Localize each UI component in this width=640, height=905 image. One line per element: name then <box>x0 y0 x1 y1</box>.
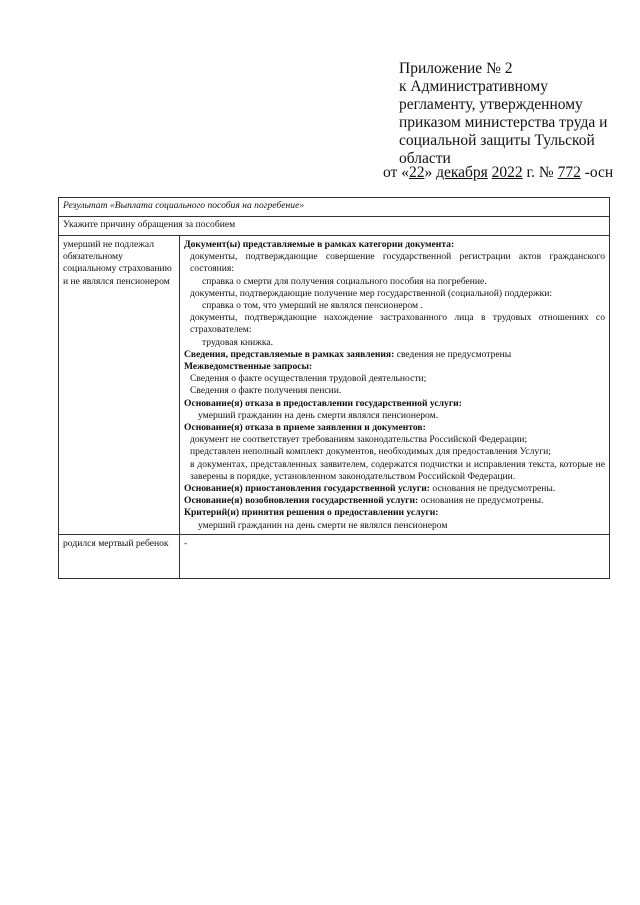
criteria-heading: Критерий(и) принятия решения о предоставлении услуги: <box>184 507 439 519</box>
interagency-item: Сведения о факте осуществления трудовой деятельности; <box>190 373 427 385</box>
header-line-4: приказом министерства труда и <box>399 114 608 131</box>
refuse-accept-heading: Основание(я) отказа в приеме заявления и документов: <box>184 422 426 434</box>
order-mid1: » <box>424 164 437 181</box>
order-day: 22 <box>408 164 425 181</box>
application-info-heading: Сведения, представляемые в рамках заявления: <box>184 348 395 360</box>
reason-prompt-row <box>59 217 610 236</box>
requirements-cell <box>180 236 610 535</box>
resumption <box>184 495 605 507</box>
header-line-3: регламенту, утвержденному <box>399 96 583 113</box>
result-row <box>59 198 610 217</box>
interagency-item: Сведения о факте получения пенсии. <box>190 385 342 397</box>
reason-cell: умерший не подлежал обязательному социальному страхованию и не являлся пенсионером <box>59 236 180 535</box>
table-row <box>59 236 610 535</box>
application-info <box>184 349 605 361</box>
refuse-accept-item: в документах, представленных заявителем, содержатся подчистки и исправления текста, которые не заверены в порядке, установленном законодательством Российской Федерации. <box>190 458 605 482</box>
docs-heading: Документ(ы) представляемые в рамках категории документа: <box>184 239 455 250</box>
refuse-service-item: умерший гражданин на день смерти являлся пенсионером. <box>198 409 439 421</box>
appendix-header <box>399 60 619 168</box>
resume-heading: Основание(я) возобновления государственной услуги: <box>184 495 419 507</box>
doc-subitem: справка о том, что умерший не являлся пенсионером . <box>202 300 423 312</box>
header-line-2: к Административному <box>399 78 548 95</box>
order-suffix: -осн <box>580 164 614 181</box>
doc-item: документы, подтверждающие нахождение застрахованного лица в трудовых отношениях со страхователем: <box>190 312 605 336</box>
header-line-5: социальной защиты Тульской <box>399 132 595 149</box>
reason-prompt: Укажите причину обращения за пособием <box>59 217 610 236</box>
refuse-accept-item: документ не соответствует требованиям законодательства Российской Федерации; <box>190 434 528 446</box>
order-month: декабря <box>436 164 488 181</box>
suspension <box>184 483 605 495</box>
benefit-table <box>58 197 610 579</box>
order-mid3: г. № <box>522 164 558 181</box>
refuse-accept-item: представлен неполный комплект документов, необходимых для предоставления Услуги; <box>190 446 551 458</box>
doc-subitem: трудовая книжка. <box>202 336 274 348</box>
doc-subitem: справка о смерти для получения социального пособия на погребение. <box>202 275 487 287</box>
interagency-heading: Межведомственные запросы: <box>184 361 313 373</box>
reason-cell: родился мертвый ребенок <box>59 534 180 578</box>
table-row <box>59 534 610 578</box>
suspend-text: основания не предусмотрены. <box>430 483 556 495</box>
refuse-service-heading: Основание(я) отказа в предоставлении государственной услуги: <box>184 397 462 409</box>
order-number: 772 <box>557 164 581 181</box>
criteria-item: умерший гражданин на день смерти не являлся пенсионером <box>198 519 448 531</box>
application-info-text: сведения не предусмотрены <box>394 348 512 360</box>
suspend-heading: Основание(я) приостановления государственной услуги: <box>184 483 431 495</box>
order-reference <box>383 164 613 182</box>
requirements-cell: - <box>180 534 610 578</box>
header-line-6: области <box>399 150 451 167</box>
order-prefix: от « <box>383 164 409 181</box>
doc-item: документы, подтверждающие совершение государственной регистрации актов гражданского состояния: <box>190 251 605 275</box>
header-line-1: Приложение № 2 <box>399 60 513 77</box>
doc-item: документы, подтверждающие получение мер государственной (социальной) поддержки: <box>190 287 553 299</box>
order-year: 2022 <box>491 164 523 181</box>
resume-text: основания не предусмотрены. <box>418 495 544 507</box>
result-title: Результат «Выплата социального пособия на погребение» <box>59 198 610 217</box>
